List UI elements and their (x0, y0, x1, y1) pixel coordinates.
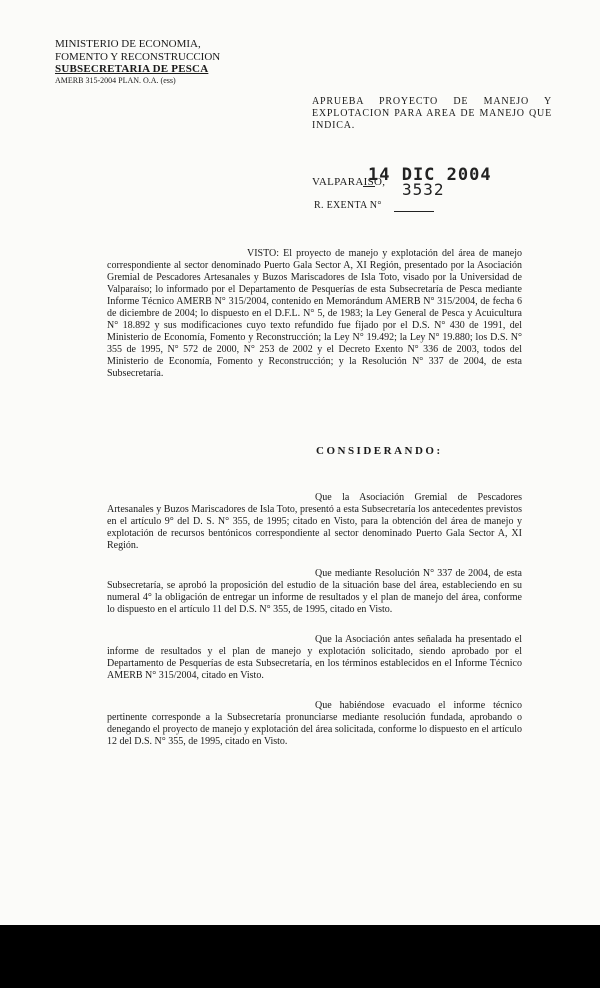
considerando-heading: CONSIDERANDO: (316, 445, 443, 457)
visto-text: VISTO: El proyecto de manejo y explotación del área de manejo correspondiente al sector denominado Puerto Gala Sector A, XI Región, presentado por la Asociación Gremial de Pescadores Artesanales y Buzos Mariscadores de Isla Toto, visado por la Universidad de Valparaíso; lo informado por el Departamento de Pesquerías de esta Subsecretaría de Pesca mediante Informe Técnico AMERB N° 315/2004, contenido en Memorándum AMERB N° 315/2004, de fecha 6 de diciembre de 2004; lo dispuesto en el D.F.L. N° 5, de 1983; la Ley General de Pesca y Acuicultura N° 18.892 y sus modificaciones cuyo texto refundido fue fijado por el D.S. N° 430 de 1991, del Ministerio de Economía, Fomento y Reconstrucción; la Ley N° 19.492; la Ley N° 19.880; los D.S. N° 355 de 1995, N° 572 de 2000, N° 253 de 2002 y el Decreto Exento N° 336 de 2003, todos del Ministerio de Economía, Fomento y Reconstrucción; y la Resolución N° 337 de 2004, de esta Subsecretaría. (107, 248, 522, 379)
considerando-text-2: Que mediante Resolución N° 337 de 2004, de esta Subsecretaría, se aprobó la proposición del estudio de la situación base del área, estableciendo en su numeral 4° la obligación de entregar un informe de resultados y el plan de manejo del área, conforme lo dispuesto en el artículo 11 del D.S. N° 355, de 1995, citado en Visto. (107, 568, 522, 615)
ministry-header (55, 38, 220, 86)
scan-border (0, 925, 600, 988)
resolution-number-stamp: 3532 (402, 180, 445, 199)
undersecretariat-name: SUBSECRETARIA DE PESCA (55, 63, 209, 75)
resolution-subject: APRUEBA PROYECTO DE MANEJO Y EXPLOTACION PARA AREA DE MANEJO QUE INDICA. (312, 96, 552, 131)
considerando-text-4: Que habiéndose evacuado el informe técnico pertinente corresponde a la Subsecretaría pronunciarse mediante resolución fundada, aprobando o denegando el proyecto de manejo y explotación del área solicitada, conforme lo dispuesto en el artículo 12 del D.S. N° 355, de 1995, citado en Visto. (107, 700, 522, 747)
considerando-paragraph-3 (107, 634, 522, 682)
considerando-paragraph-4 (107, 700, 522, 748)
resolution-underline (394, 211, 434, 212)
ministry-name-cont: FOMENTO Y RECONSTRUCCION (55, 50, 221, 63)
resolution-label: R. EXENTA N° (314, 200, 382, 211)
considerando-paragraph-1 (107, 492, 522, 552)
visto-paragraph (107, 248, 522, 380)
separator-dash (363, 186, 375, 187)
considerando-text-3: Que la Asociación antes señalada ha presentado el informe de resultados y el plan de manejo y explotación solicitado, siendo aprobado por el Departamento de Pesquerías de esta Subsecretaría, en los términos establecidos en el Informe Técnico AMERB N° 315/2004, citado en Visto. (107, 634, 522, 681)
file-reference: AMERB 315-2004 PLAN. O.A. (ess) (55, 75, 176, 85)
considerando-paragraph-2 (107, 568, 522, 616)
ministry-name: MINISTERIO DE ECONOMIA, (55, 38, 201, 50)
place-label: VALPARAISO, (312, 176, 386, 188)
date-stamp: 14 DIC 2004 (368, 165, 492, 185)
considerando-text-1: Que la Asociación Gremial de Pescadores Artesanales y Buzos Mariscadores de Isla Toto, presentó a esta Subsecretaría los antecedentes previstos en el artículo 9° del D. S. N° 355, de 1995; citado en Visto, para la obtención del área de manejo y explotación de recursos bentónicos correspondiente al sector denominado Puerto Gala Sector A, XI Región. (107, 492, 522, 551)
